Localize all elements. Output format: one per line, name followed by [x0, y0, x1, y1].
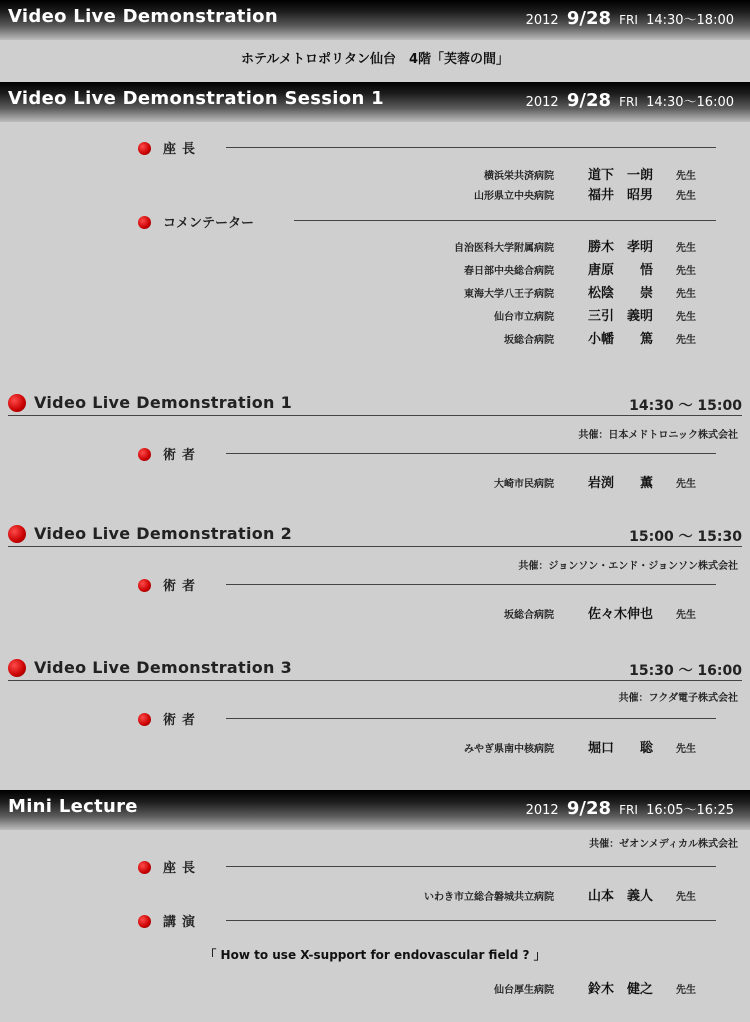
commentator-row	[0, 282, 750, 300]
divider	[226, 718, 716, 719]
bullet-icon	[138, 216, 151, 229]
commentator-row	[0, 328, 750, 346]
chair-row	[0, 184, 750, 202]
session1-title: Video Live Demonstration Session 1	[8, 88, 384, 109]
divider	[226, 584, 716, 585]
session1-band	[0, 82, 750, 122]
demo1-title: Video Live Demonstration 1	[34, 393, 293, 412]
honorific: 先生	[676, 191, 696, 202]
lecturer-row	[0, 978, 750, 996]
person-name: 唐原 悟	[588, 263, 654, 278]
demo2-sponsor: 共催：ジョンソン・エンド・ジョンソン株式会社	[518, 561, 738, 572]
institution: 自治医科大学附属病院	[454, 243, 554, 254]
operator-role: 術者	[138, 575, 201, 594]
operator-role: 術者	[138, 709, 201, 728]
bullet-icon	[138, 713, 151, 726]
person-name: 小幡 篤	[588, 332, 654, 347]
divider	[226, 453, 716, 454]
demo2-time: 15:00 〜 15:30	[629, 529, 742, 545]
demo3-header	[8, 658, 742, 681]
honorific: 先生	[676, 744, 696, 755]
operator-row	[0, 737, 750, 755]
person-name: 三引 義明	[588, 309, 654, 324]
bullet-icon	[8, 394, 26, 412]
divider	[226, 866, 716, 867]
session1-time: 14:30〜16:00	[646, 95, 734, 110]
institution: 大崎市民病院	[494, 479, 554, 490]
divider	[226, 920, 716, 921]
bullet-icon	[138, 861, 151, 874]
person-name: 福井 昭男	[588, 188, 654, 203]
header-band	[0, 0, 750, 40]
mini-month-day: 9/28	[566, 798, 611, 819]
session1-weekday: FRI	[619, 95, 638, 109]
mini-lecture-band	[0, 790, 750, 830]
honorific: 先生	[676, 610, 696, 621]
person-name: 鈴木 健之	[588, 982, 654, 997]
operator-role: 術者	[138, 444, 201, 463]
session1-year: 2012	[525, 95, 559, 110]
bullet-icon	[138, 915, 151, 928]
institution: 仙台市立病院	[494, 312, 554, 323]
honorific: 先生	[676, 243, 696, 254]
honorific: 先生	[676, 479, 696, 490]
honorific: 先生	[676, 892, 696, 903]
chair-row	[0, 885, 750, 903]
bullet-icon	[138, 579, 151, 592]
person-name: 佐々木伸也	[588, 607, 654, 622]
honorific: 先生	[676, 171, 696, 182]
mini-time: 16:05〜16:25	[646, 803, 734, 818]
institution: みやぎ県南中核病院	[464, 744, 554, 755]
operator-row	[0, 603, 750, 621]
mini-lecture-date	[526, 798, 734, 819]
demo3-time: 15:30 〜 16:00	[629, 663, 742, 679]
bullet-icon	[138, 142, 151, 155]
person-name: 勝木 孝明	[588, 240, 654, 255]
bullet-icon	[8, 525, 26, 543]
mini-lecture-title: Mini Lecture	[8, 796, 138, 817]
commentator-role: コメンテーター	[138, 212, 254, 231]
demo1-sponsor: 共催：日本メドトロニック株式会社	[578, 430, 738, 441]
demo2-title: Video Live Demonstration 2	[34, 524, 293, 543]
chair-role: 座長	[138, 857, 201, 876]
institution: 山形県立中央病院	[474, 191, 554, 202]
venue: ホテルメトロポリタン仙台 4階「芙蓉の間」	[240, 52, 509, 67]
divider	[226, 147, 716, 148]
chair-role: 座長	[138, 138, 201, 157]
bullet-icon	[138, 448, 151, 461]
commentator-row	[0, 305, 750, 323]
lecture-title: 「 How to use X-support for endovascular field ? 」	[204, 948, 546, 962]
event-date	[526, 8, 734, 29]
institution: 横浜栄共済病院	[484, 171, 554, 182]
person-name: 松陰 崇	[588, 286, 654, 301]
institution: 仙台厚生病院	[494, 985, 554, 996]
divider	[294, 220, 716, 221]
institution: 坂総合病院	[504, 335, 554, 346]
session1-date	[526, 90, 734, 111]
demo1-time: 14:30 〜 15:00	[629, 398, 742, 414]
event-time: 14:30〜18:00	[646, 13, 734, 28]
demo2-header	[8, 524, 742, 547]
honorific: 先生	[676, 985, 696, 996]
lecture-role: 講演	[138, 911, 201, 930]
person-name: 山本 義人	[588, 889, 654, 904]
demo1-header	[8, 393, 742, 416]
commentator-row	[0, 236, 750, 254]
institution: 坂総合病院	[504, 610, 554, 621]
institution: いわき市立総合磐城共立病院	[424, 892, 554, 903]
bullet-icon	[8, 659, 26, 677]
person-name: 道下 一朗	[588, 168, 654, 183]
event-year: 2012	[525, 13, 559, 28]
mini-year: 2012	[525, 803, 559, 818]
demo3-title: Video Live Demonstration 3	[34, 658, 293, 677]
institution: 春日部中央総合病院	[464, 266, 554, 277]
honorific: 先生	[676, 335, 696, 346]
mini-sponsor: 共催：ゼオンメディカル株式会社	[589, 839, 738, 850]
commentator-row	[0, 259, 750, 277]
event-month-day: 9/28	[566, 8, 611, 29]
person-name: 岩渕 薫	[588, 476, 654, 491]
person-name: 堀口 聡	[588, 741, 654, 756]
mini-weekday: FRI	[619, 803, 638, 817]
session1-month-day: 9/28	[566, 90, 611, 111]
event-weekday: FRI	[619, 13, 638, 27]
demo3-sponsor: 共催：フクダ電子株式会社	[618, 693, 738, 704]
institution: 東海大学八王子病院	[464, 289, 554, 300]
honorific: 先生	[676, 266, 696, 277]
operator-row	[0, 472, 750, 490]
honorific: 先生	[676, 312, 696, 323]
event-title: Video Live Demonstration	[8, 6, 278, 27]
chair-row	[0, 164, 750, 182]
honorific: 先生	[676, 289, 696, 300]
